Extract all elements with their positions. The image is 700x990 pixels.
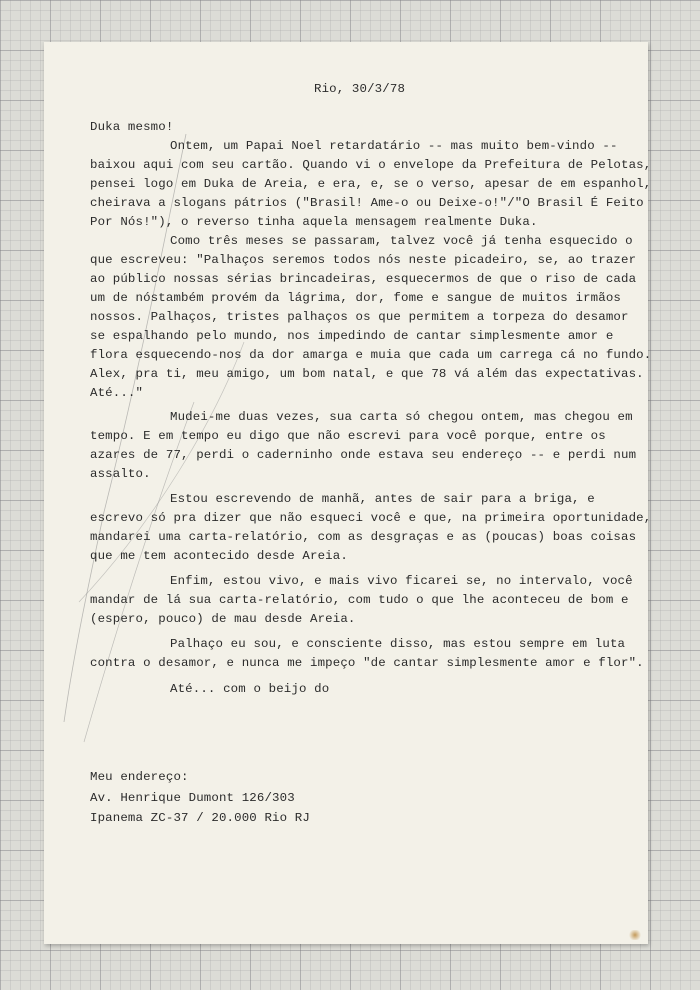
paragraph-3-line-2: tempo. E em tempo eu digo que não escrevi para você porque, entre os [90,429,606,443]
letter-date: Rio, 30/3/78 [314,82,406,96]
paragraph-5-line-3: (espero, pouco) de mau desde Areia. [90,612,356,626]
paragraph-1-line-2: baixou aqui com seu cartão. Quando vi o envelope da Prefeitura de Pelotas, [90,158,652,172]
paragraph-3-line-3: azares de 77, perdi o caderninho onde estava seu endereço -- e perdi num [90,448,637,462]
paragraph-2-line-8: Alex, pra ti, meu amigo, um bom natal, e que 78 vá além das expectativas. [90,367,644,381]
paragraph-2-line-4: um de nóstambém provém da lágrima, dor, fome e sangue de muitos irmãos [90,291,621,305]
paragraph-2-line-7: flora esquecendo-nos da dor amarga e muia que cada um carrega cá no fundo. [90,348,652,362]
paper-stain [628,930,642,940]
letter-closing: Até... com o beijo do [170,682,330,696]
paragraph-5-line-2: mandar de lá sua carta-relatório, com tudo o que lhe aconteceu de bom e [90,593,629,607]
paragraph-2-line-3: ao público nossas sérias brincadeiras, esquecermos de que o riso de cada [90,272,637,286]
address-label: Meu endereço: [90,770,189,784]
letter-sheet [44,42,652,944]
paragraph-5-line-1: Enfim, estou vivo, e mais vivo ficarei se, no intervalo, você [170,574,633,588]
paragraph-3-line-4: assalto. [90,467,151,481]
paragraph-1-line-5: Por Nós!"), o reverso tinha aquela mensagem realmente Duka. [90,215,538,229]
paragraph-4-line-3: mandarei uma carta-relatório, com as desgraças e as (poucas) boas coisas [90,530,637,544]
paragraph-3-line-1: Mudei-me duas vezes, sua carta só chegou ontem, mas chegou em [170,410,633,424]
letter-body [44,42,652,944]
paragraph-6-line-1: Palhaço eu sou, e consciente disso, mas estou sempre em luta [170,637,626,651]
paragraph-1-line-4: cheirava a slogans pátrios ("Brasil! Ame-o ou Deixe-o!"/"O Brasil É Feito [90,196,644,210]
paragraph-2-line-9: Até..." [90,386,144,400]
paragraph-2-line-1: Como três meses se passaram, talvez você já tenha esquecido o [170,234,633,248]
paragraph-4-line-4: que me tem acontecido desde Areia. [90,549,348,563]
paragraph-1-line-1: Ontem, um Papai Noel retardatário -- mas muito bem-vindo -- [170,139,618,153]
paragraph-6-line-2: contra o desamor, e nunca me impeço "de cantar simplesmente amor e flor". [90,656,644,670]
address-city: Ipanema ZC-37 / 20.000 Rio RJ [90,811,310,825]
paragraph-2-line-5: nossos. Palhaços, tristes palhaços os que permitem a torpeza do desamor [90,310,629,324]
paragraph-2-line-6: se espalhando pelo mundo, nos impedindo de cantar simplesmente amor e [90,329,614,343]
paragraph-4-line-2: escrevo só pra dizer que não esqueci você e que, na primeira oportunidade, [90,511,652,525]
letter-salutation: Duka mesmo! [90,120,174,134]
paragraph-4-line-1: Estou escrevendo de manhã, antes de sair para a briga, e [170,492,595,506]
paragraph-1-line-3: pensei logo em Duka de Areia, e era, e, se o verso, apesar de em espanhol, [90,177,652,191]
address-street: Av. Henrique Dumont 126/303 [90,791,295,805]
paragraph-2-line-2: que escreveu: "Palhaços seremos todos nós neste picadeiro, se, ao trazer [90,253,637,267]
